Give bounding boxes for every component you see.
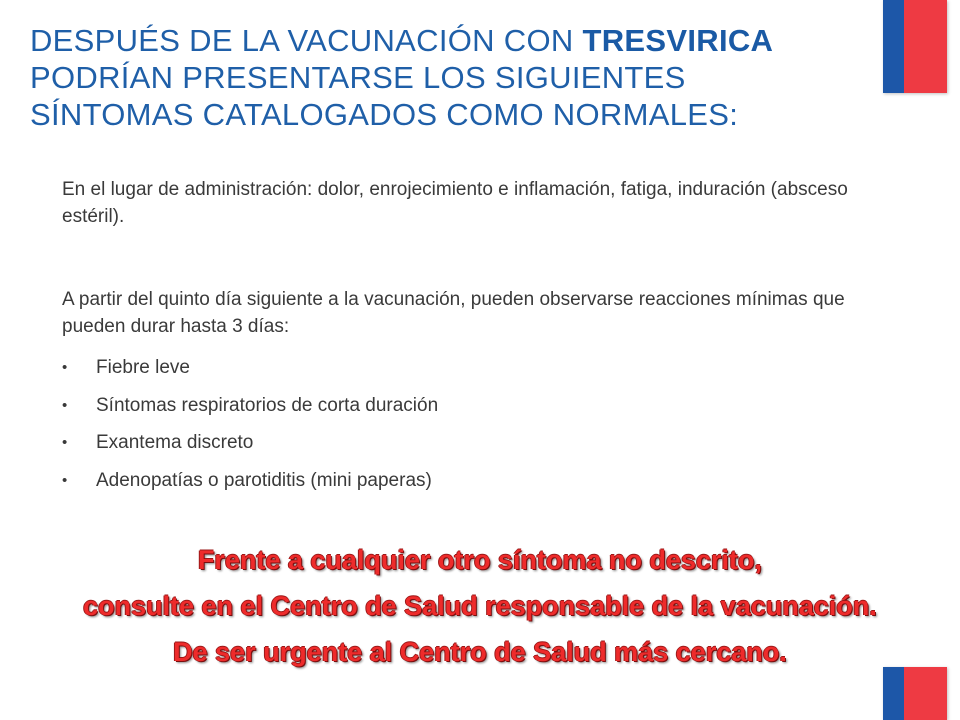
title-brand-name: TRESVIRICA xyxy=(582,23,774,58)
chile-flag-top-decoration xyxy=(883,0,947,93)
warning-line-1: Frente a cualquier otro síntoma no descrito, xyxy=(197,545,763,575)
bullet-icon: • xyxy=(62,471,68,489)
flag-red-stripe xyxy=(904,667,947,720)
list-item-text: Exantema discreto xyxy=(96,432,254,453)
bullet-icon: • xyxy=(62,359,68,376)
list-item xyxy=(62,467,438,505)
list-item xyxy=(62,429,438,467)
list-item-text: Adenopatías o parotiditis (mini paperas) xyxy=(96,469,432,491)
paragraph-fifth-day: A partir del quinto día siguiente a la vacunación, pueden observarse reacciones mínimas que pueden durar hasta 3 días: xyxy=(62,289,845,337)
flag-blue-stripe xyxy=(883,0,904,93)
paragraph-injection-site: En el lugar de administración: dolor, enrojecimiento e inflamación, fatiga, induración (absceso estéril). xyxy=(62,179,848,227)
symptom-list xyxy=(62,354,438,504)
bullet-icon: • xyxy=(62,434,68,451)
flag-red-stripe xyxy=(904,0,947,93)
list-item xyxy=(62,392,438,430)
title-line3: SÍNTOMAS CATALOGADOS COMO NORMALES: xyxy=(30,97,739,132)
warning-line-2: consulte en el Centro de Salud responsable de la vacunación. xyxy=(83,591,877,621)
list-item-text: Síntomas respiratorios de corta duración xyxy=(96,394,439,416)
flag-blue-stripe xyxy=(883,667,904,720)
title-line1-prefix: DESPUÉS DE LA VACUNACIÓN CON xyxy=(30,23,583,58)
chile-flag-bottom-decoration xyxy=(883,667,947,720)
slide-title xyxy=(30,22,870,133)
warning-line-3: De ser urgente al Centro de Salud más cercano. xyxy=(173,637,787,667)
bullet-icon: • xyxy=(62,396,68,414)
list-item xyxy=(62,354,438,392)
title-line2: PODRÍAN PRESENTARSE LOS SIGUIENTES xyxy=(30,60,686,95)
list-item-text: Fiebre leve xyxy=(96,357,190,378)
